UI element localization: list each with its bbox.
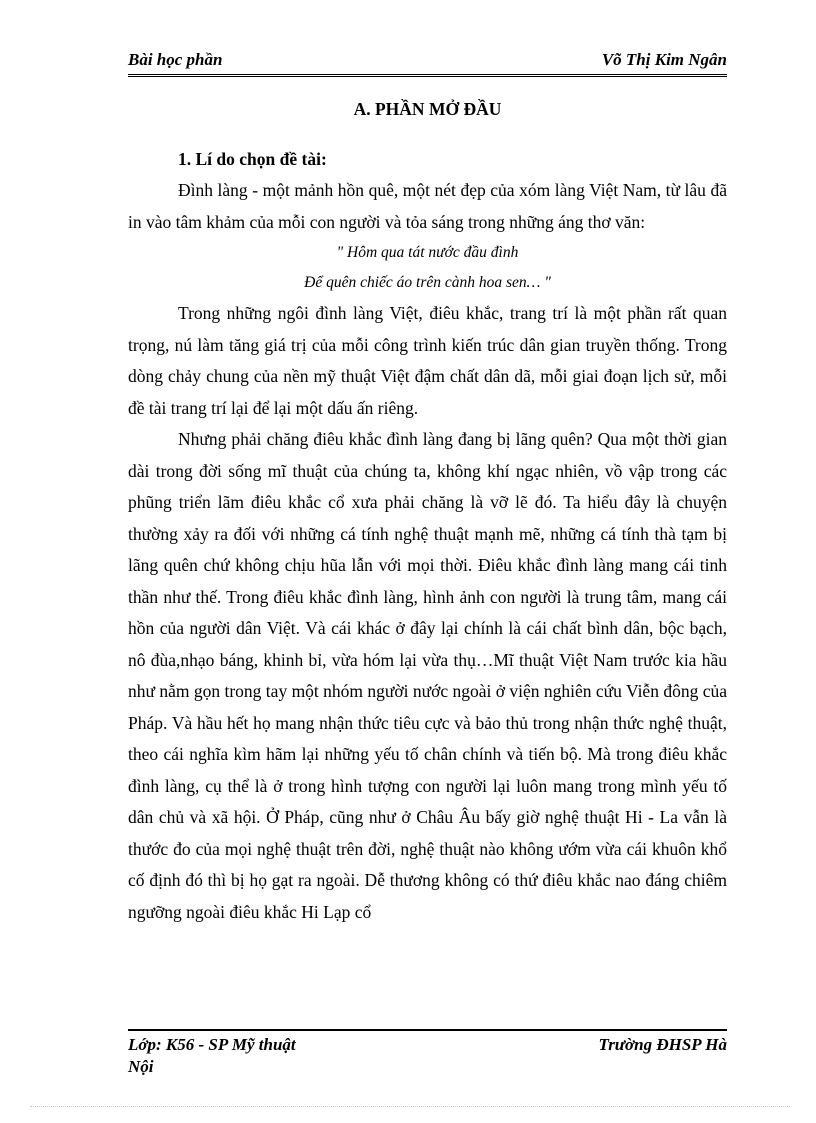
page-bottom-divider — [30, 1106, 790, 1107]
paragraph-3: Nhưng phải chăng điêu khắc đình làng đang bị lãng quên? Qua một thời gian dài trong đời sống mĩ thuật của chúng ta, không khí ngạc nhiên, vồ vập trong các phũng triển lãm điêu khắc cổ xưa phải chăng là vỡ lẽ đó. Ta hiểu đây là chuyện thường xảy ra đối với những cá tính nghệ thuật mạnh mẽ, những cá tính thà tạm bị lãng quên chứ không chịu hũa lẫn với mọi thời. Điêu khắc đình làng mang cái tinh thần như thế. Trong điêu khắc đình làng, hình ảnh con người là trung tâm, mang cái hồn của người dân Việt. Và cái khác ở đây lại chính là cái chất bình dân, bộc bạch, nô đùa,nhạo báng, khinh bỉ, vừa hóm lại vừa thụ…Mĩ thuật Việt Nam trước kia hầu như nằm gọn trong tay một nhóm người nước ngoài ở viện nghiên cứu Viễn đông của Pháp. Và hầu hết họ mang nhận thức tiêu cực và bảo thủ trong nhận thức nghệ thuật, theo cái nghĩa kìm hãm lại những yếu tố chân chính và tiến bộ. Mà trong điêu khắc đình làng, cụ thể là ở trong hình tượng con người lại luôn mang trong mình yếu tố dân chủ và xã hội. Ở Pháp, cũng như ở Châu Âu bấy giờ nghệ thuật Hi - La vẫn là thước đo của mọi nghệ thuật trên đời, nghệ thuật nào không ướm vừa cái khuôn khổ cố định đó thì bị họ gạt ra ngoài. Dễ thương không có thứ điêu khắc nao đáng chiêm ngưỡng ngoài điêu khắc Hi Lạp cổ — [128, 429, 727, 922]
page-footer — [128, 1029, 727, 1076]
verse-line-1: " Hôm qua tát nước đầu đình — [336, 244, 519, 261]
page-title: A. PHẦN MỞ ĐẦU — [353, 99, 502, 119]
paragraph-2: Trong những ngôi đình làng Việt, điêu khắc, trang trí là một phần rất quan trọng, nú làm tăng giá trị của mỗi công trình kiến trúc dân gian truyền thống. Trong dòng chảy chung của nền mỹ thuật Việt đậm chất dân dã, mỗi giai đoạn lịch sử, mỗi đề tài trang trí lại để lại một dấu ấn riêng. — [128, 303, 727, 418]
verse-line-2: Để quên chiếc áo trên cành hoa sen… " — [304, 274, 551, 291]
footer-class-label: Lớp: K56 - SP Mỹ thuật — [128, 1035, 296, 1054]
header-author-name: Võ Thị Kim Ngân — [601, 50, 727, 69]
footer-school-label: Trường ĐHSP Hà — [598, 1035, 727, 1054]
page-header — [128, 46, 727, 77]
document-body — [128, 94, 727, 928]
footer-school-continued: Nội — [128, 1057, 154, 1076]
header-course-label: Bài học phần — [128, 50, 223, 69]
intro-paragraph: Đình làng - một mảnh hồn quê, một nét đẹp của xóm làng Việt Nam, từ lâu đã in vào tâm khảm của mỗi con người và tỏa sáng trong những áng thơ văn: — [128, 180, 727, 232]
section-heading: 1. Lí do chọn đề tài: — [178, 148, 327, 169]
